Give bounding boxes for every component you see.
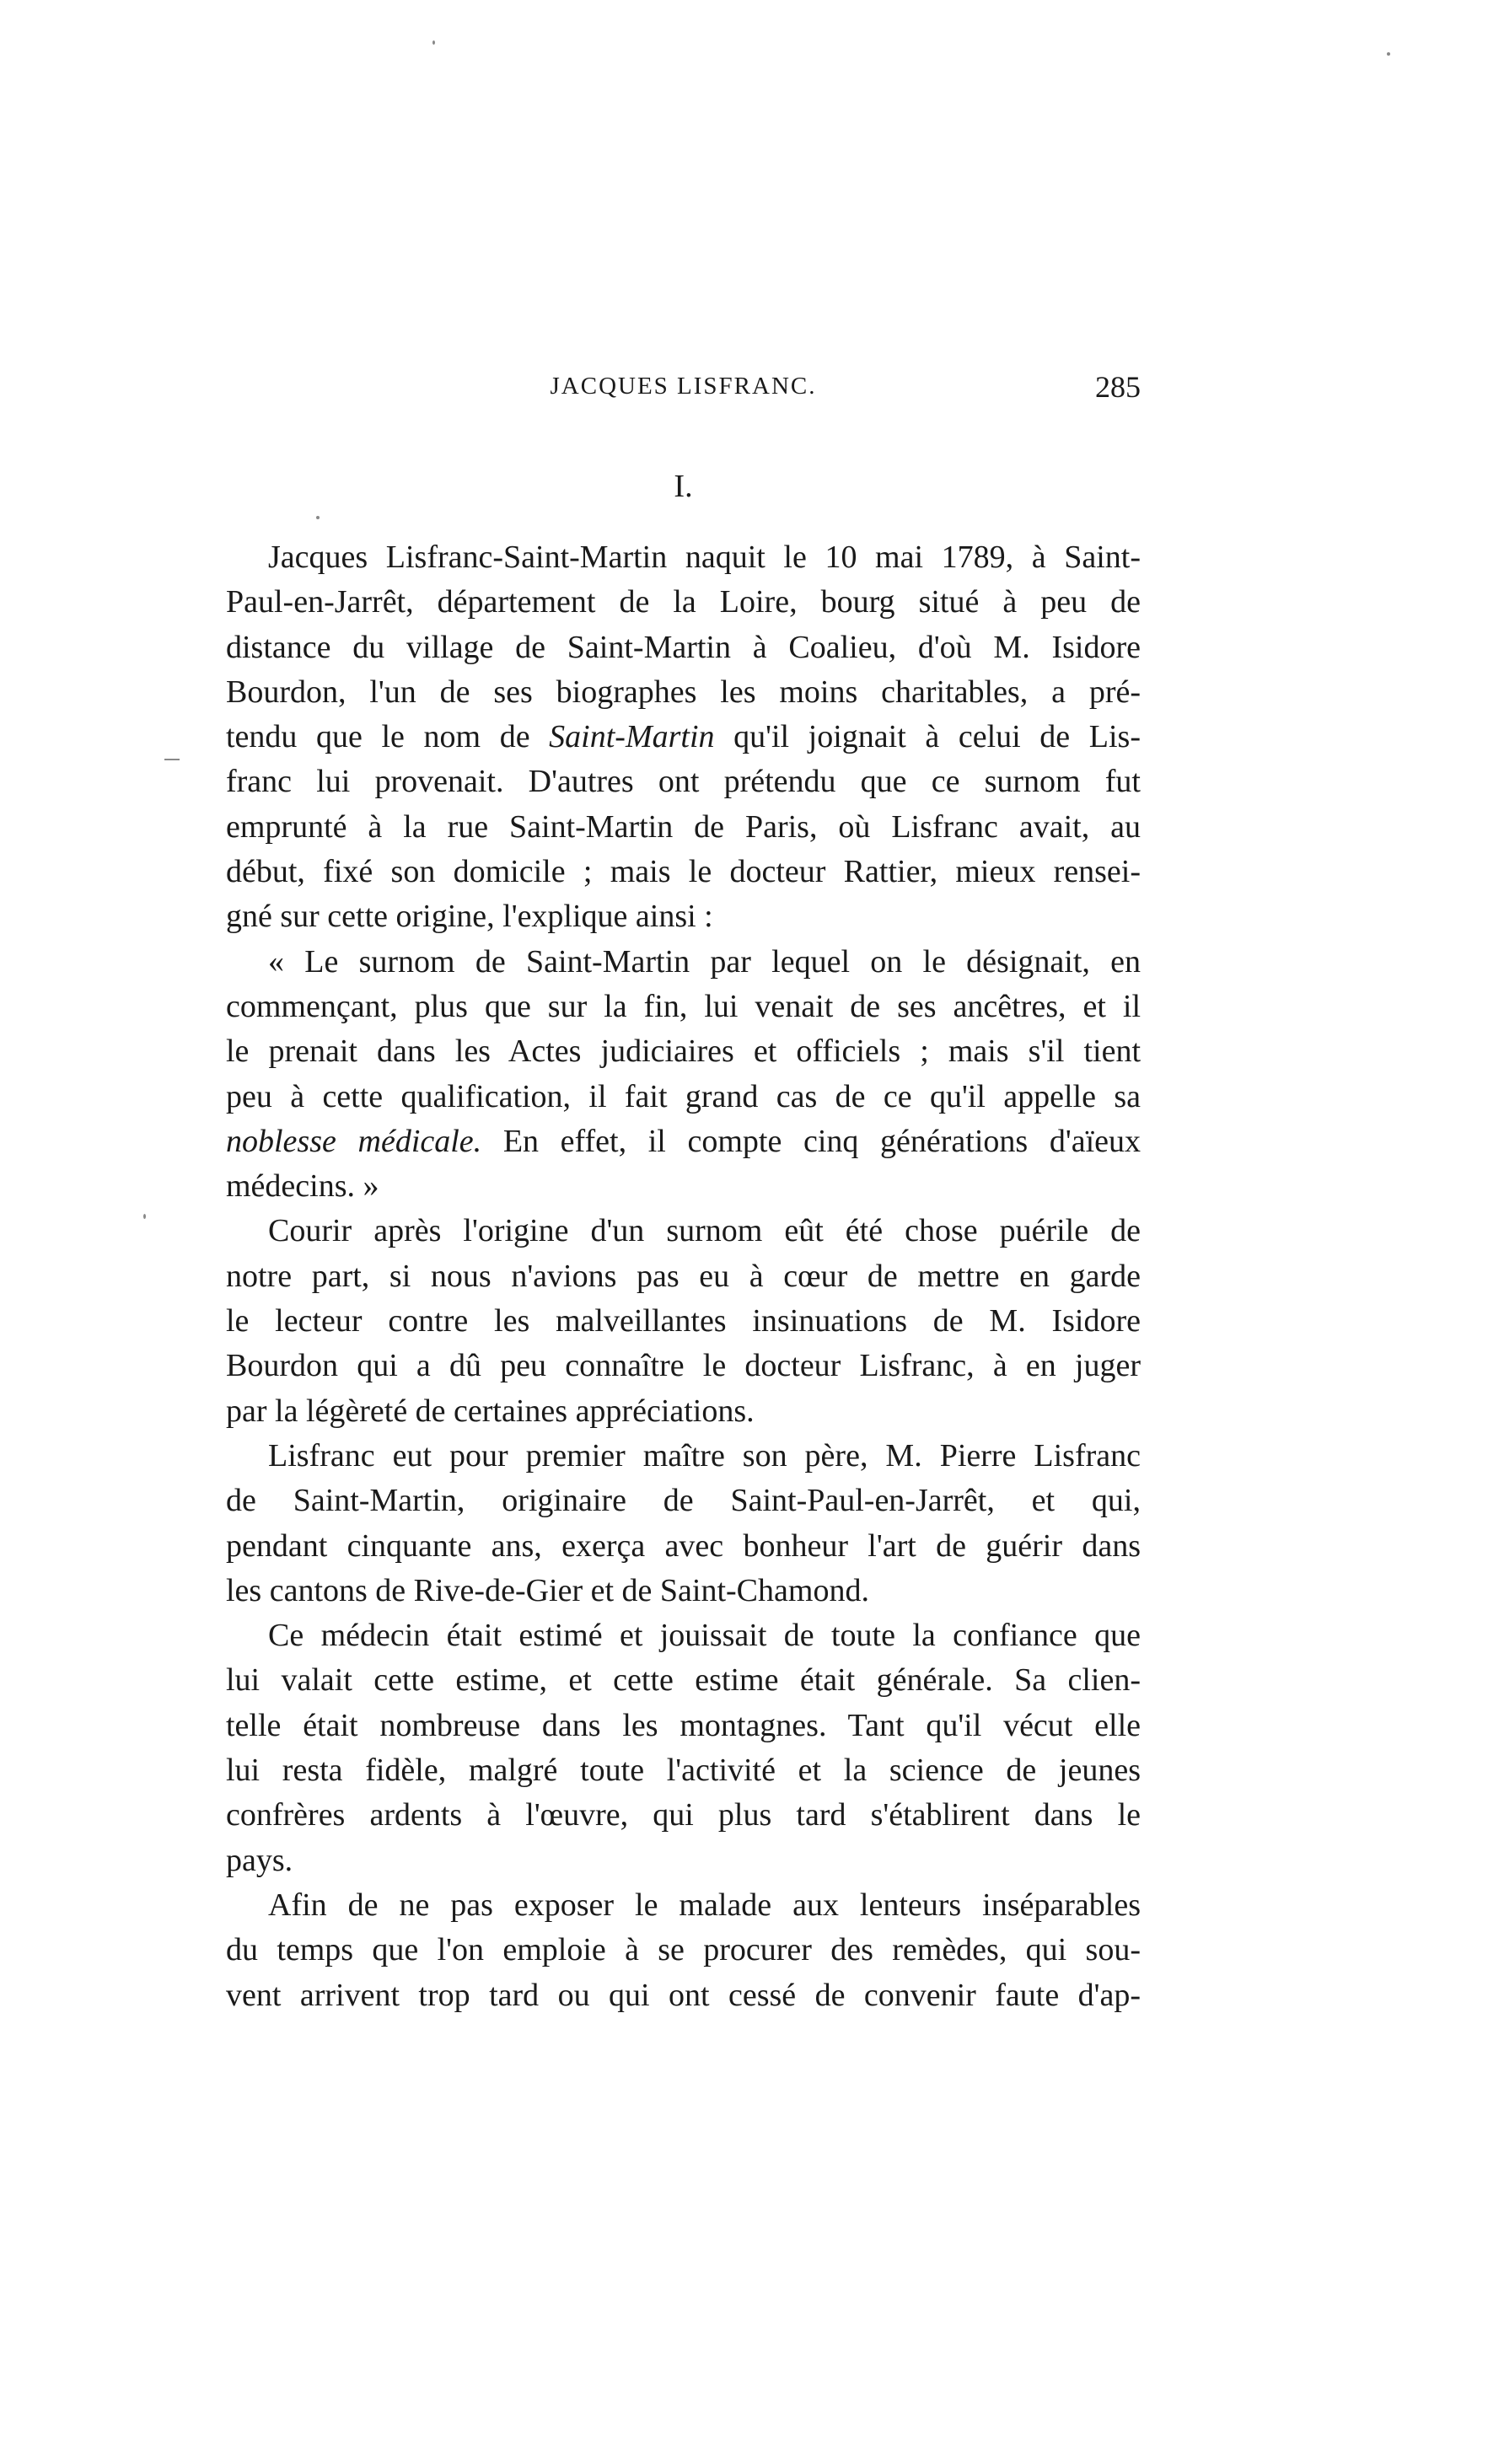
text-run: tendu que le nom de [226, 719, 550, 755]
text-line: de Saint-Martin, originaire de Saint-Paul-en-Jarrêt, et qui, [226, 1483, 1141, 1519]
scan-speck [164, 759, 180, 760]
text-line: distance du village de Saint-Martin à Coalieu, d'où M. Isidore [226, 629, 1141, 665]
text-run: qu'il joignait à celui de Lis- [714, 719, 1141, 755]
text-line: Afin de ne pas exposer le malade aux lenteurs inséparables [268, 1887, 1141, 1923]
text-line: Courir après l'origine d'un surnom eût été chose puérile de [268, 1213, 1141, 1249]
quote-line: commençant, plus que sur la fin, lui venait de ses ancêtres, et il [226, 988, 1141, 1024]
running-title: JACQUES LISFRANC. [550, 373, 817, 400]
text-line: lui resta fidèle, malgré toute l'activité et la science de jeunes [226, 1753, 1141, 1789]
text-line: gné sur cette origine, l'explique ainsi : [226, 899, 713, 935]
quote-line: médecins. » [226, 1168, 379, 1205]
scan-speck [432, 40, 435, 45]
text-line: les cantons de Rive-de-Gier et de Saint-Chamond. [226, 1572, 869, 1608]
running-head [226, 369, 1141, 411]
scan-speck [316, 516, 320, 519]
text-line: Bourdon, l'un de ses biographes les moins charitables, a pré- [226, 674, 1141, 710]
text-line: par la légèreté de certaines appréciations. [226, 1393, 755, 1429]
text-line: du temps que l'on emploie à se procurer des remèdes, qui sou- [226, 1932, 1141, 1968]
quote-line: le prenait dans les Actes judiciaires et officiels ; mais s'il tient [226, 1033, 1141, 1070]
text-line: pays. [226, 1842, 293, 1878]
text-line: début, fixé son domicile ; mais le docteur Rattier, mieux rensei- [226, 854, 1141, 890]
quote-line: peu à cette qualification, il fait grand cas de ce qu'il appelle sa [226, 1078, 1141, 1114]
text-line: confrères ardents à l'œuvre, qui plus tard s'établirent dans le [226, 1797, 1141, 1833]
quote-line-with-italic [226, 1119, 1141, 1164]
italic-run: Saint-Martin [549, 719, 715, 755]
quote-line: « Le surnom de Saint-Martin par lequel on le désignait, en [268, 943, 1141, 980]
text-line-with-italic [226, 715, 1141, 760]
text-line: vent arrivent trop tard ou qui ont cessé de convenir faute d'ap- [226, 1977, 1141, 2013]
text-line: telle était nombreuse dans les montagnes. Tant qu'il vécut elle [226, 1707, 1141, 1743]
text-line: notre part, si nous n'avions pas eu à cœur de mettre en garde [226, 1258, 1141, 1294]
text-line: franc lui provenait. D'autres ont prétendu que ce surnom fut [226, 764, 1141, 800]
text-line: le lecteur contre les malveillantes insinuations de M. Isidore [226, 1303, 1141, 1339]
section-number: I. [674, 469, 693, 504]
italic-run: noblesse médicale. [226, 1123, 482, 1159]
scan-speck [143, 1214, 146, 1219]
text-line: Paul-en-Jarrêt, département de la Loire, bourg situé à peu de [226, 584, 1141, 620]
text-line: emprunté à la rue Saint-Martin de Paris, où Lisfranc avait, au [226, 808, 1141, 845]
text-line: pendant cinquante ans, exerça avec bonheur l'art de guérir dans [226, 1527, 1141, 1564]
text-line: lui valait cette estime, et cette estime était générale. Sa clien- [226, 1662, 1141, 1699]
text-line: Ce médecin était estimé et jouissait de toute la confiance que [268, 1618, 1141, 1654]
text-run: En effet, il compte cinq générations d'aïeux [481, 1123, 1141, 1159]
page-number: 285 [1095, 370, 1141, 404]
body-text [226, 535, 1141, 2018]
text-line: Jacques Lisfranc-Saint-Martin naquit le 10 mai 1789, à Saint- [268, 540, 1141, 575]
scan-speck [1387, 52, 1390, 56]
text-line: Lisfranc eut pour premier maître son père, M. Pierre Lisfranc [268, 1437, 1141, 1474]
text-line: Bourdon qui a dû peu connaître le docteur Lisfranc, à en juger [226, 1348, 1141, 1384]
